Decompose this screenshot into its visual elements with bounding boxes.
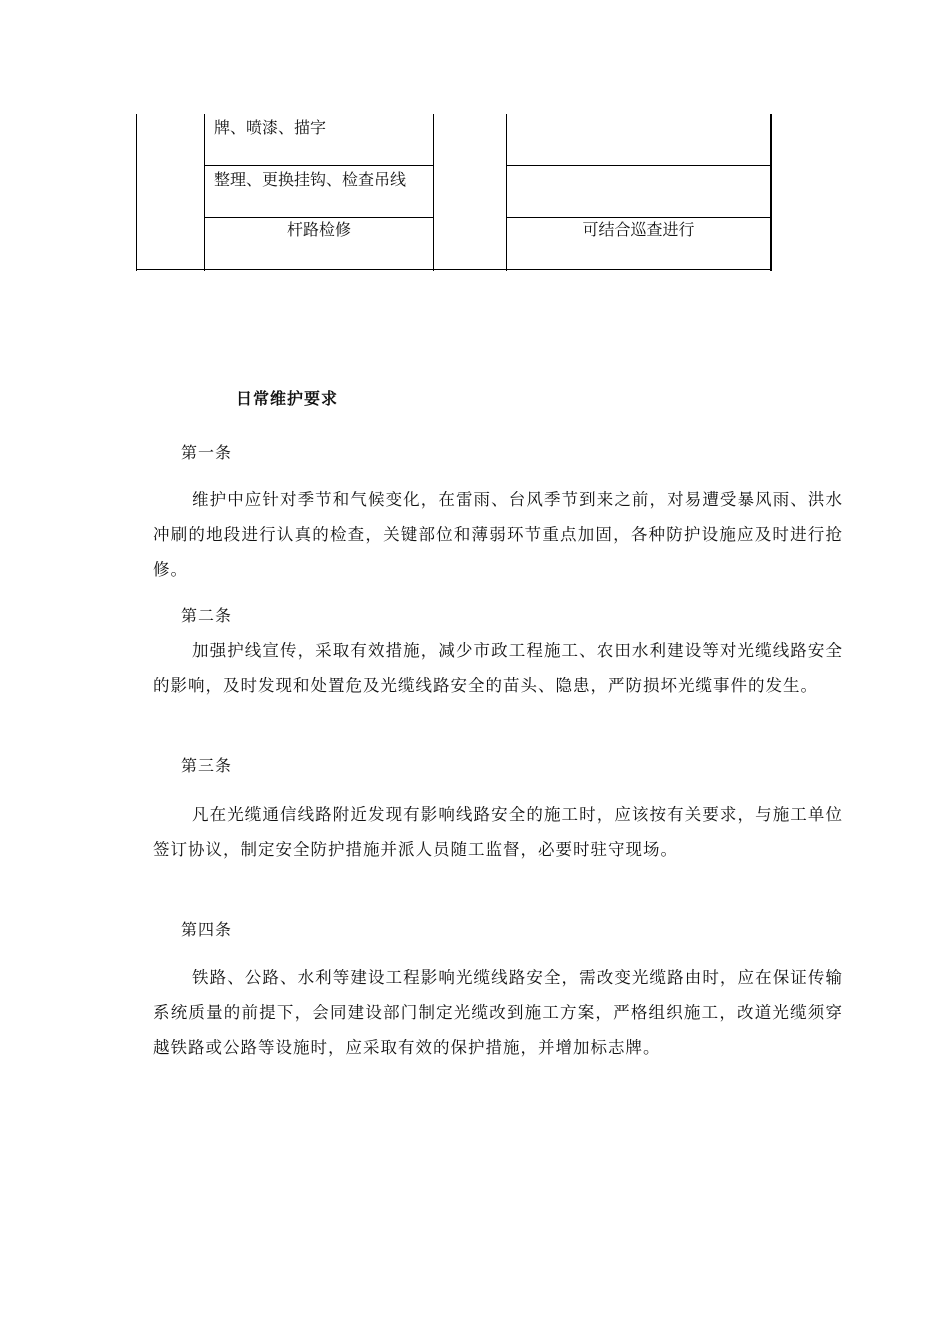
article-text: 维护中应针对季节和气候变化，在雷雨、台风季节到来之前，对易遭受暴风雨、洪水冲刷的地段进行认真的检查，关键部位和薄弱环节重点加固，各种防护设施应及时进行抢修。 (153, 490, 843, 579)
article-title: 第一条 (181, 443, 233, 462)
table-cell: 整理、更换挂钩、检查吊线 (214, 170, 407, 189)
table-cell: 杆路检修 (286, 220, 351, 239)
table-cell: 可结合巡查进行 (582, 220, 695, 239)
table-border-left (136, 114, 137, 271)
table-divider (506, 114, 507, 271)
table-row-line (204, 165, 434, 166)
table-divider (433, 114, 434, 271)
table-row-line (506, 165, 772, 166)
table-row-line (204, 217, 434, 218)
section-title: 日常维护要求 (236, 389, 339, 408)
table-border-bottom (136, 269, 772, 270)
table-cell: 牌、喷漆、描字 (214, 118, 327, 137)
table-border-right (770, 114, 772, 271)
article-text: 凡在光缆通信线路附近发现有影响线路安全的施工时，应该按有关要求，与施工单位签订协议，制定安全防护措施并派人员随工监督，必要时驻守现场。 (153, 805, 843, 859)
article-title: 第四条 (181, 920, 233, 939)
table-row-line (506, 217, 772, 218)
article-text: 铁路、公路、水利等建设工程影响光缆线路安全，需改变光缆路由时，应在保证传输系统质量的前提下，会同建设部门制定光缆改到施工方案，严格组织施工，改道光缆须穿越铁路或公路等设施时，应采取有效的保护措施，并增加标志牌。 (153, 968, 843, 1057)
article-title: 第二条 (181, 606, 233, 625)
table-divider (204, 114, 205, 271)
article-title: 第三条 (181, 756, 233, 775)
maintenance-table (0, 0, 950, 280)
article-text: 加强护线宣传，采取有效措施，减少市政工程施工、农田水利建设等对光缆线路安全的影响，及时发现和处置危及光缆线路安全的苗头、隐患，严防损坏光缆事件的发生。 (153, 641, 843, 695)
